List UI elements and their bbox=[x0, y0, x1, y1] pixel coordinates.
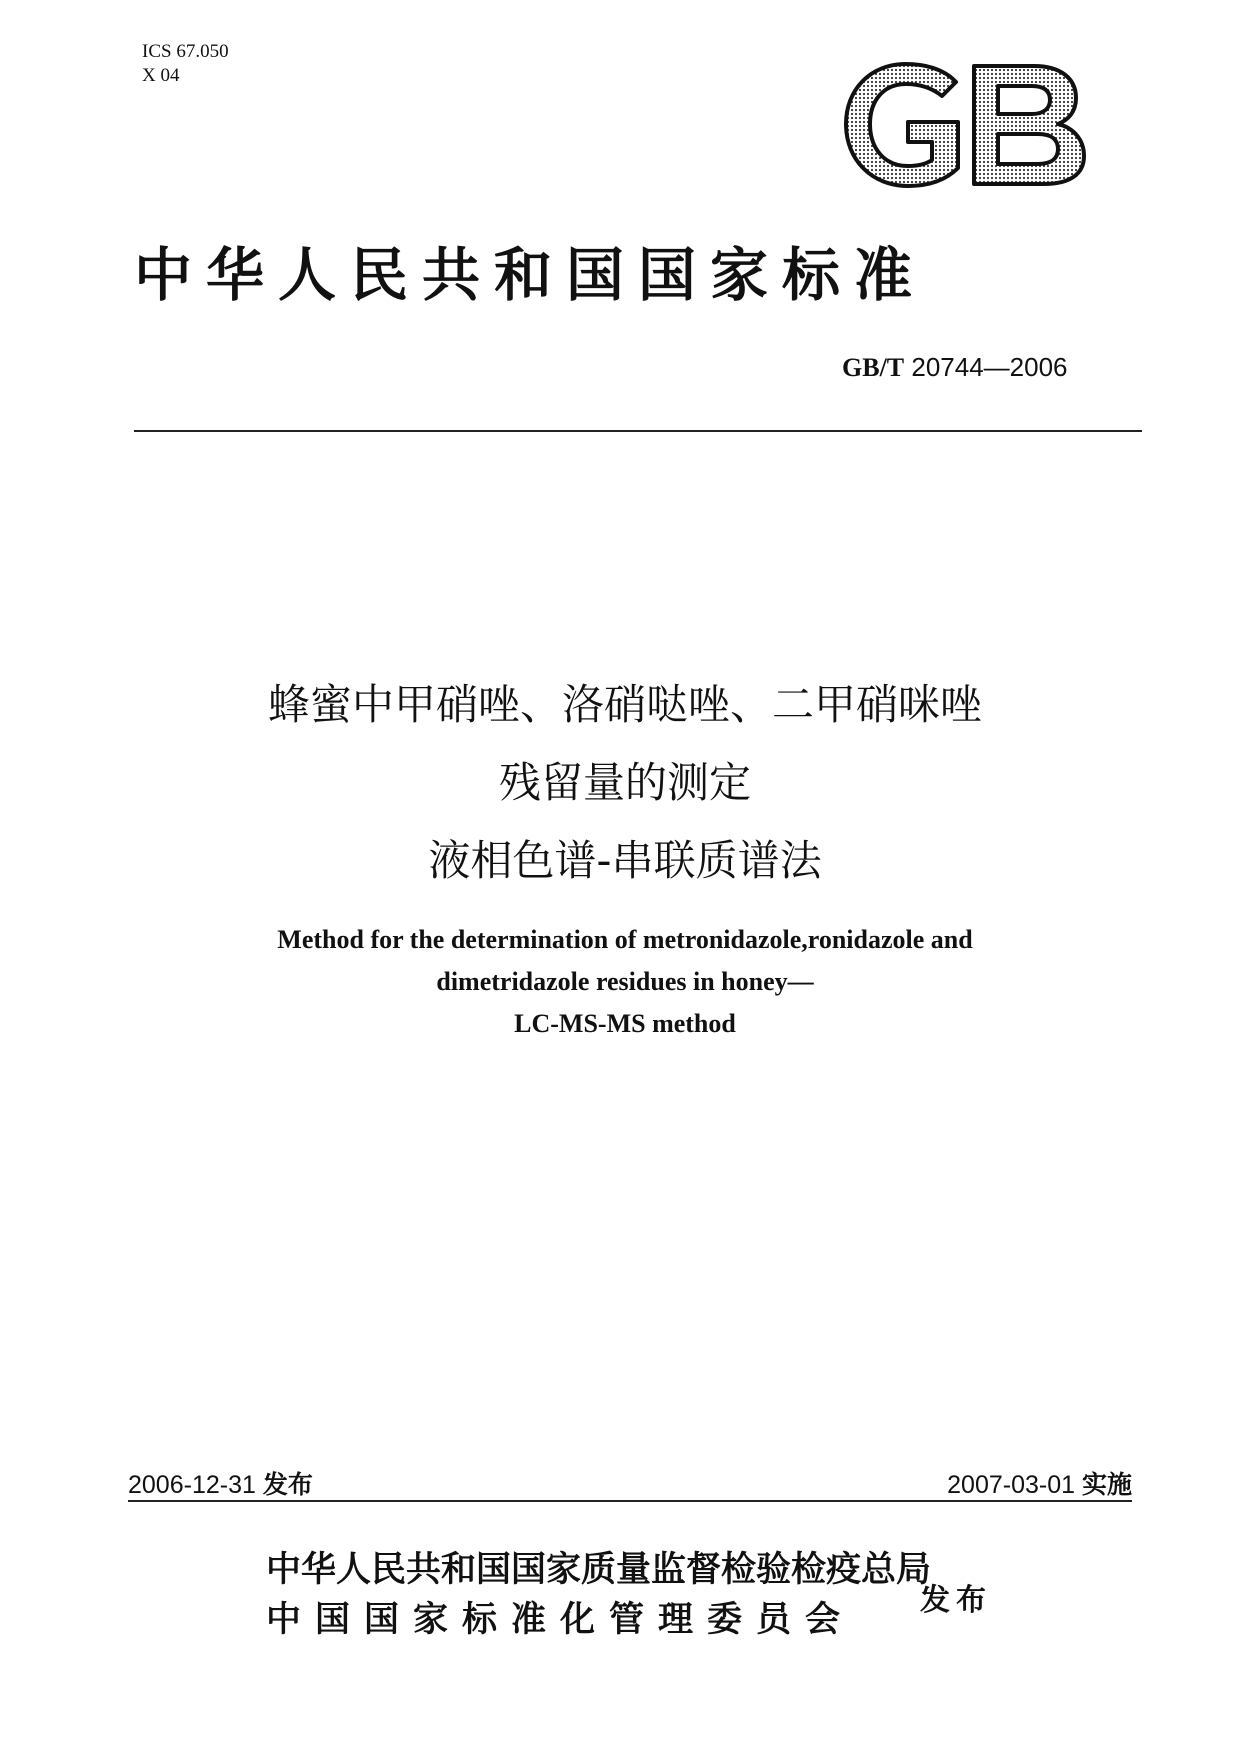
issuer-org-sac: 中国国家标准化管理委员会 bbox=[266, 1600, 855, 1640]
category-code: X 04 bbox=[142, 65, 180, 86]
publish-label: 发布 bbox=[920, 1583, 992, 1618]
footer-divider bbox=[128, 1500, 1132, 1502]
title-en-line2: dimetridazole residues in honey— bbox=[436, 967, 814, 996]
issue-date bbox=[128, 1465, 313, 1501]
gb-logo-icon bbox=[838, 60, 1090, 190]
title-en-line3: LC-MS-MS method bbox=[514, 1009, 736, 1038]
implement-date-value: 2007-03-01 bbox=[947, 1471, 1076, 1499]
title-cn-line2: 残留量的测定 bbox=[498, 758, 751, 807]
ics-code: ICS 67.050 bbox=[142, 41, 229, 62]
issuer-org-aqsiq: 中华人民共和国国家质量监督检验检疫总局 bbox=[266, 1550, 932, 1590]
implement-date bbox=[947, 1465, 1132, 1501]
classification-codes bbox=[142, 40, 229, 88]
header-divider bbox=[134, 430, 1142, 432]
title-cn-line1: 蜂蜜中甲硝唑、洛硝哒唑、二甲硝咪唑 bbox=[267, 680, 982, 729]
implement-label: 实施 bbox=[1081, 1470, 1132, 1499]
issue-date-value: 2006-12-31 bbox=[128, 1471, 256, 1499]
issue-label: 发布 bbox=[262, 1470, 313, 1499]
title-cn-line3: 液相色谱-串联质谱法 bbox=[428, 836, 822, 885]
standard-number-value: 20744—2006 bbox=[911, 352, 1068, 382]
title-en-line1: Method for the determination of metronidazole,ronidazole and bbox=[277, 925, 973, 954]
standard-number bbox=[842, 352, 1068, 383]
standard-prefix: GB/T bbox=[842, 353, 905, 382]
national-standard-heading: 中华人民共和国国家标准 bbox=[134, 241, 927, 309]
